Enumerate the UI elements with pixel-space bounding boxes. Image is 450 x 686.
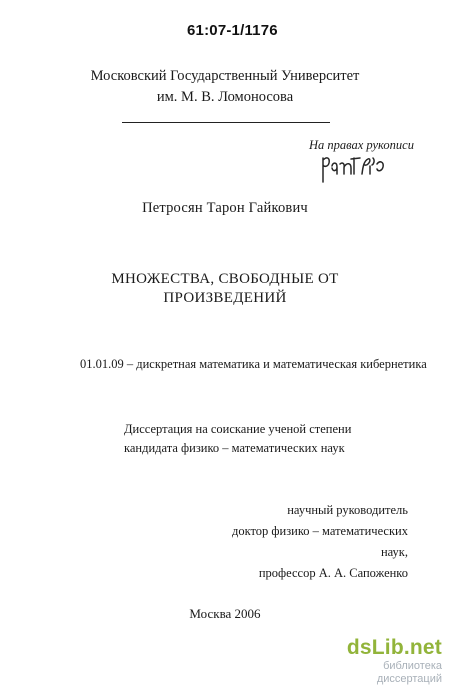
thesis-title-line-1: МНОЖЕСТВА, СВОБОДНЫЕ ОТ bbox=[111, 271, 339, 287]
adviser-line-3: профессор А. А. Сапоженко bbox=[258, 566, 408, 580]
degree-line-1: Диссертация на соискание ученой степени bbox=[124, 422, 352, 436]
watermark-tagline: библиотека диссертаций bbox=[376, 660, 442, 685]
university-line-2: им. М. В. Ломоносова bbox=[156, 89, 294, 105]
thesis-title-line-2: ПРОИЗВЕДЕНИЙ bbox=[163, 290, 287, 306]
city-year: Москва 2006 bbox=[189, 606, 261, 621]
watermark[interactable] bbox=[330, 636, 442, 686]
thesis-title bbox=[0, 270, 450, 308]
specialty-code: 01.01.09 – дискретная математика и математическая кибернетика bbox=[80, 357, 427, 371]
signature bbox=[320, 152, 390, 188]
adviser-line-1: научный руководитель bbox=[287, 503, 408, 517]
degree-statement bbox=[124, 420, 351, 458]
watermark-brand[interactable]: dsLib.net bbox=[346, 636, 442, 659]
university-name bbox=[0, 66, 450, 108]
author-name: Петросян Тарон Гайкович bbox=[142, 200, 308, 216]
archive-code: 61:07-1/1176 bbox=[187, 22, 278, 39]
header-divider bbox=[122, 122, 330, 123]
rights-note: На правах рукописи bbox=[309, 138, 414, 152]
university-line-1: Московский Государственный Университет bbox=[90, 68, 360, 84]
degree-line-2: кандидата физико – математических наук bbox=[124, 441, 345, 455]
adviser-line-2: доктор физико – математических наук, bbox=[231, 524, 408, 559]
scientific-adviser bbox=[212, 500, 408, 584]
